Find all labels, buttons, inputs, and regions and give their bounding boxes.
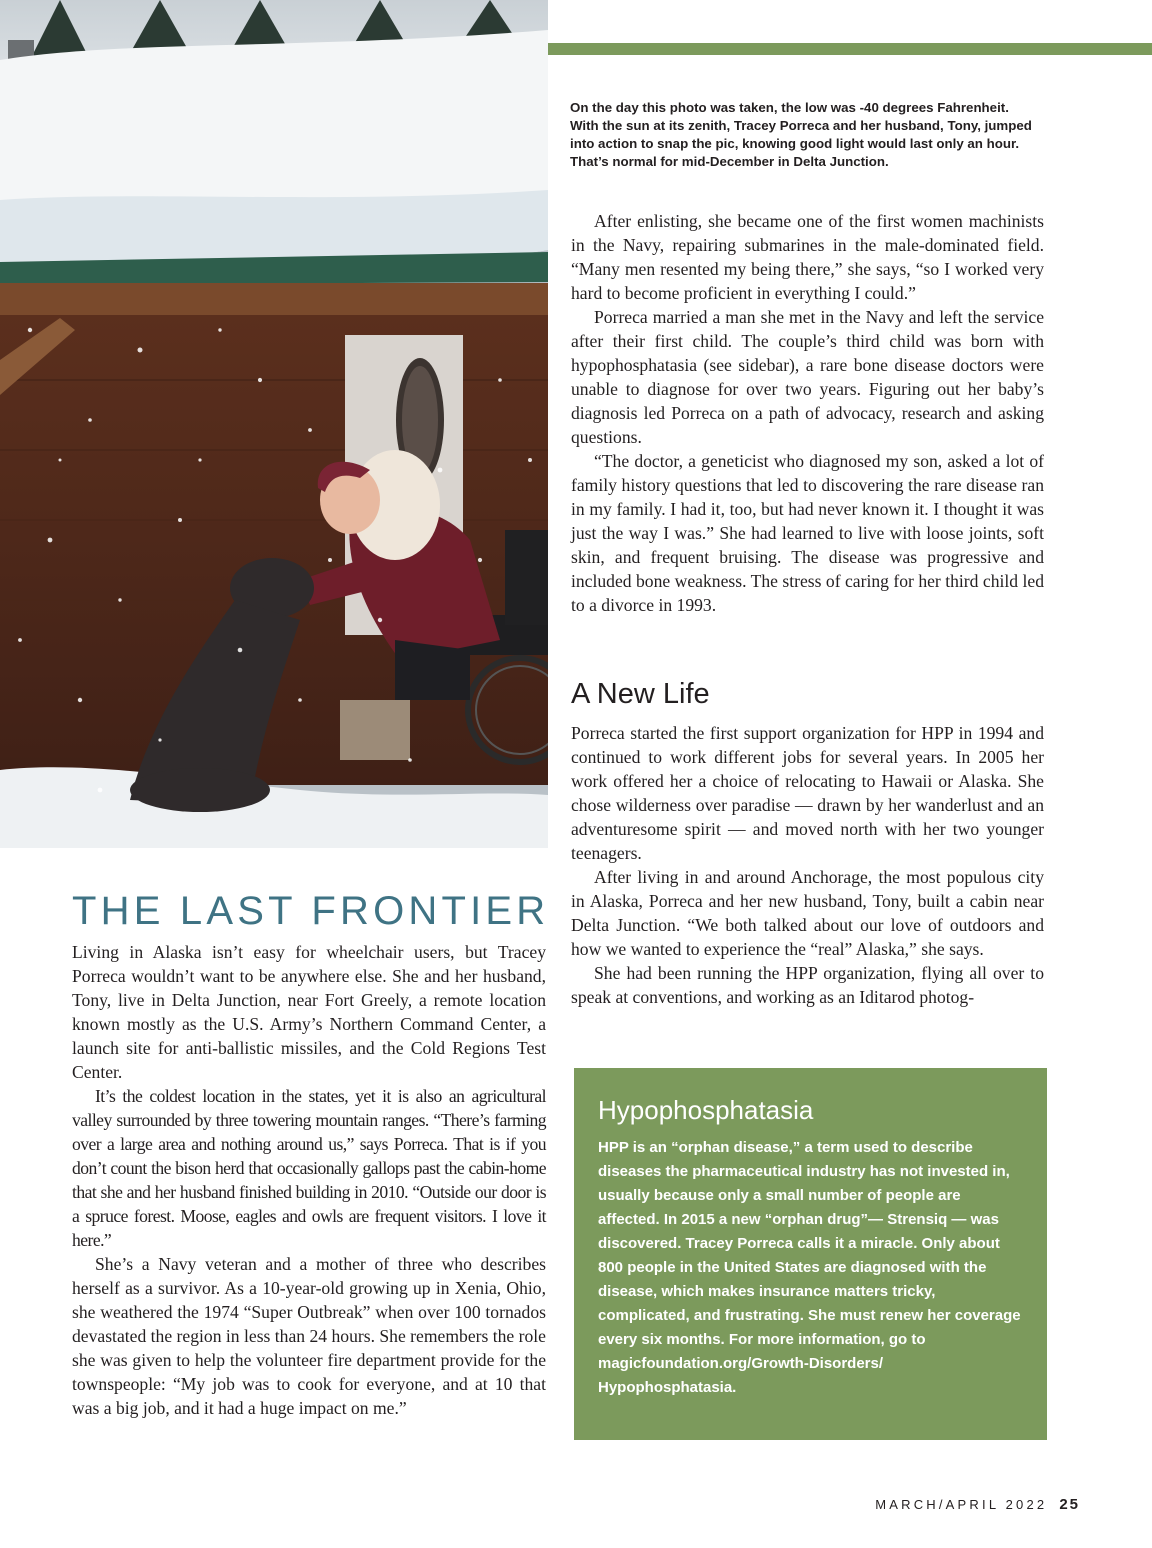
paragraph: She’s a Navy veteran and a mother of three who describes herself as a survivor. As a 10-year-old growing up in Xenia, Ohio, she weathered the 1974 “Super Outbreak” when over 100 tornados devastated the region in less than 24 hours. She remembers the role she was given to help the volunteer fire department provide for the townspeople: “My job was to cook for everyone, and at 10 that was a big job, and it had a huge impact on me.” <box>72 1254 546 1418</box>
paragraph: After living in and around Anchorage, the most populous city in Alaska, Porreca and her new husband, Tony, built a cabin near Delta Junction. “We both talked about our love of outdoors and how we wanted to experience the “real” Alaska,” she says. <box>571 867 1044 959</box>
section-heading: A New Life <box>571 678 710 710</box>
article-title: THE LAST FRONTIER <box>72 889 550 933</box>
sidebar-body: HPP is an “orphan disease,” a term used to describe diseases the pharmaceutical industry has not invested in, usually because only a small number of people are affected. In 2015 a new “orphan drug”— Strensiq — was discovered. Tracey Porreca calls it a miracle. Only about 800 people in the United States are diagnosed with the disease, which makes insurance matters tricky, complicated, and frustrating. She must renew her coverage every six months. For more information, go to magicfoundation.org/Growth-Disorders/ Hypophosphatasia. <box>598 1139 1021 1396</box>
issue-date: MARCH/APRIL 2022 <box>875 1497 1048 1512</box>
page-number: 25 <box>1059 1496 1080 1513</box>
page-footer <box>875 1496 1080 1513</box>
article-body-right <box>571 209 1044 617</box>
article-body-left <box>72 940 546 1420</box>
accent-bar <box>548 43 1152 55</box>
paragraph: Porreca started the first support organization for HPP in 1994 and continued to work different jobs for several years. In 2005 her work offered her a choice of relocating to Hawaii or Alaska. She chose wilderness over paradise — drawn by her wanderlust and an adventuresome spirit — and moved north with her two younger teenagers. <box>571 723 1044 863</box>
paragraph: She had been running the HPP organization, flying all over to speak at conventions, and working as an Iditarod photog- <box>571 963 1044 1007</box>
section-body <box>571 721 1044 1009</box>
paragraph: “The doctor, a geneticist who diagnosed my son, asked a lot of family history questions that led to discovering the rare disease ran in my family. I had it, too, but had never known it. I thought it was just the way I was.” She had learned to live with loose joints, soft skin, and frequent bruising. The disease was progressive and included bone weakness. The stress of caring for her third child led to a divorce in 1993. <box>571 451 1044 615</box>
paragraph: It’s the coldest location in the states, yet it is also an agricultural valley surrounded by three towering mountain ranges. “There’s farming over a large area and nothing around us,” says Porreca. That is if you don’t count the bison herd that occasionally gallops past the cabin-home that she and her husband finished building in 2010. “Outside our door is a spruce forest. Moose, eagles and owls are frequent visitors. I love it here.” <box>72 1086 546 1250</box>
sidebar-box <box>574 1068 1047 1440</box>
paragraph: After enlisting, she became one of the first women machinists in the Navy, repairing submarines in the male-dominated field. “Many men resented my being there,” she says, “so I worked very hard to become proficient in everything I could.” <box>571 211 1044 303</box>
photo-caption: On the day this photo was taken, the low was -40 degrees Fahrenheit. With the sun at its zenith, Tracey Porreca and her husband, Tony, jumped into action to snap the pic, knowing good light would last only an hour. That’s normal for mid-December in Delta Junction. <box>570 100 1032 169</box>
paragraph: Living in Alaska isn’t easy for wheelchair users, but Tracey Porreca wouldn’t want to be anywhere else. She and her husband, Tony, live in Delta Junction, near Fort Greely, a remote location known mostly as the U.S. Army’s Northern Command Center, a launch site for anti-ballistic missiles, and the Cold Regions Test Center. <box>72 942 546 1082</box>
paragraph: Porreca married a man she met in the Navy and left the service after their first child. The couple’s third child was born with hypophosphatasia (see sidebar), a rare bone disease doctors were unable to diagnose for over two years. Figuring out her baby’s diagnosis led Porreca on a path of advocacy, research and asking questions. <box>571 307 1044 447</box>
photo-illustration <box>0 0 548 848</box>
feature-photo <box>0 0 548 848</box>
sidebar-title: Hypophosphatasia <box>598 1095 814 1125</box>
